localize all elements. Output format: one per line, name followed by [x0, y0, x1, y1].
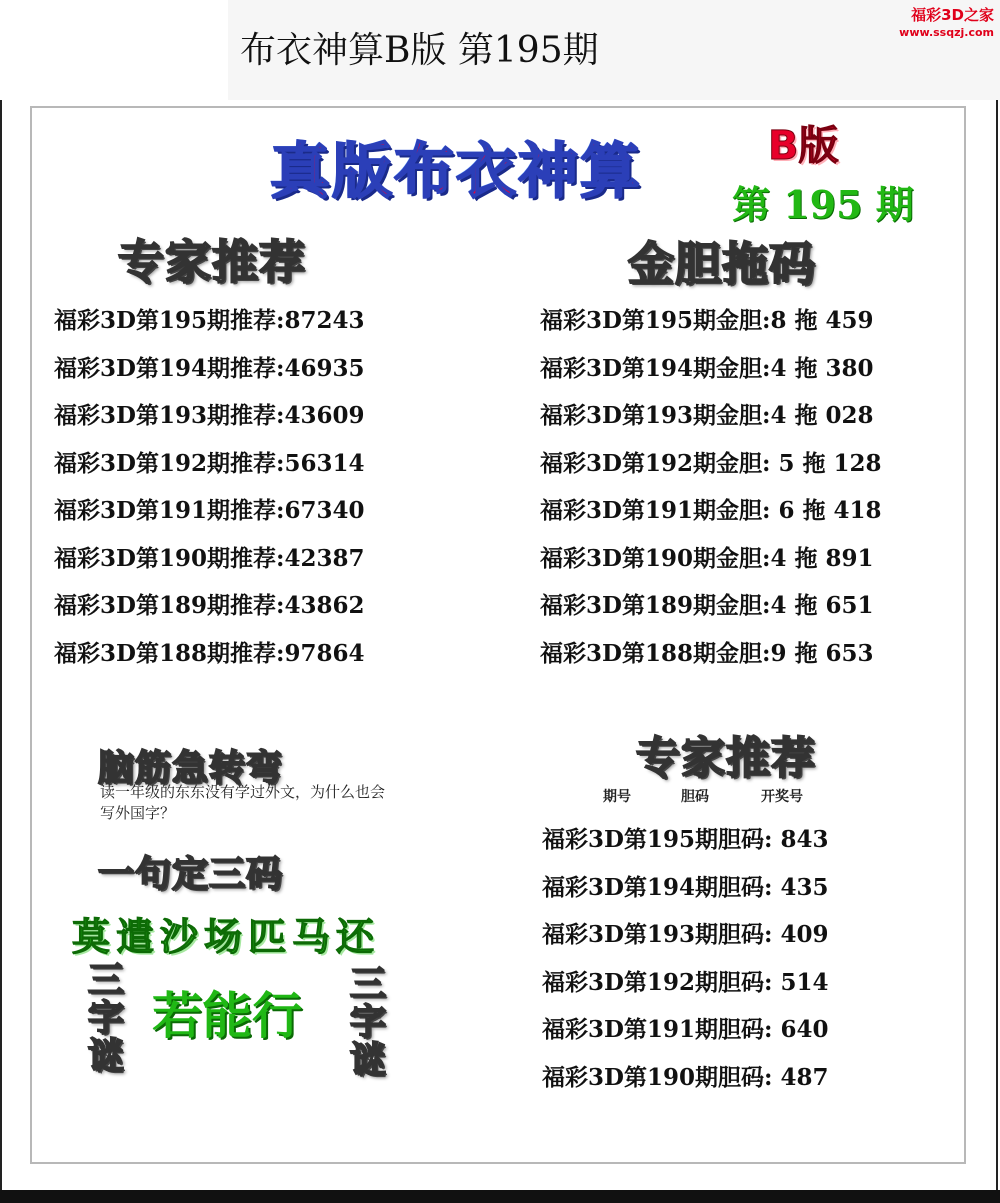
column-header-issue: 期号	[603, 789, 631, 805]
vertical-char: 三	[349, 964, 386, 1005]
list-item: 福彩3D第191期推荐:67340	[54, 497, 365, 524]
list-item: 福彩3D第189期金胆:4 拖 651	[540, 592, 874, 619]
edition-badge: B版	[768, 123, 839, 169]
list-item: 福彩3D第194期胆码: 435	[542, 873, 829, 901]
list-item: 福彩3D第194期金胆:4 拖 380	[540, 354, 874, 382]
list-item: 福彩3D第189期推荐:43862	[54, 592, 365, 619]
riddle-answer: 若能行	[152, 987, 302, 1045]
dan-list	[542, 816, 828, 1101]
list-item: 福彩3D第191期胆码: 640	[542, 1016, 829, 1043]
dan-column-headers	[603, 786, 843, 806]
vertical-char: 谜	[87, 1036, 124, 1077]
vertical-char: 三	[87, 960, 124, 1001]
list-item: 福彩3D第193期金胆:4 拖 028	[540, 402, 874, 429]
vertical-char: 谜	[349, 1040, 386, 1081]
list-item: 福彩3D第190期金胆:4 拖 891	[540, 544, 874, 572]
list-item: 福彩3D第192期胆码: 514	[542, 968, 829, 996]
poster-main-title: 真版布衣神算	[270, 137, 642, 207]
list-item: 福彩3D第195期胆码: 843	[542, 826, 829, 853]
column-header-draw: 开奖号	[761, 789, 803, 805]
column-header-dan: 胆码	[681, 789, 709, 805]
list-item: 福彩3D第195期推荐:87243	[54, 307, 365, 334]
page-title: 布衣神算B版 第195期	[240, 30, 599, 71]
poem-line: 莫遣沙场匹马还	[72, 915, 381, 959]
expert-heading: 专家推荐	[118, 235, 306, 289]
vertical-label-left	[82, 962, 130, 1076]
expert-list	[54, 297, 364, 677]
issue-badge: 第 195 期	[732, 182, 914, 227]
list-item: 福彩3D第190期推荐:42387	[54, 544, 365, 572]
riddle-question: 读一年级的东东没有学过外文，为什么也会写外国字？	[100, 783, 386, 822]
expert-heading-2: 专家推荐	[636, 733, 816, 784]
list-item: 福彩3D第195期金胆:8 拖 459	[540, 307, 874, 334]
riddle-heading: 脑筋急转弯	[98, 748, 284, 789]
vertical-label-right	[344, 966, 392, 1080]
list-item: 福彩3D第190期胆码: 487	[542, 1063, 829, 1091]
vertical-char: 字	[349, 1002, 386, 1043]
site-name: 福彩3D之家	[911, 6, 994, 24]
list-item: 福彩3D第193期胆码: 409	[542, 921, 829, 948]
gold-list	[540, 297, 882, 677]
site-logo[interactable]	[899, 4, 994, 39]
bottom-bar	[0, 1190, 1000, 1203]
list-item: 福彩3D第193期推荐:43609	[54, 402, 365, 429]
left-blank-strip	[0, 0, 228, 100]
list-item: 福彩3D第192期金胆: 5 拖 128	[540, 449, 882, 477]
list-item: 福彩3D第194期推荐:46935	[54, 354, 365, 382]
phrase-heading: 一句定三码	[98, 854, 284, 895]
gold-heading: 金胆拖码	[628, 237, 816, 291]
site-url: www.ssqzj.com	[899, 26, 994, 39]
vertical-char: 字	[87, 998, 124, 1039]
list-item: 福彩3D第191期金胆: 6 拖 418	[540, 497, 882, 524]
list-item: 福彩3D第188期金胆:9 拖 653	[540, 639, 874, 667]
list-item: 福彩3D第192期推荐:56314	[54, 449, 365, 477]
list-item: 福彩3D第188期推荐:97864	[54, 639, 365, 667]
